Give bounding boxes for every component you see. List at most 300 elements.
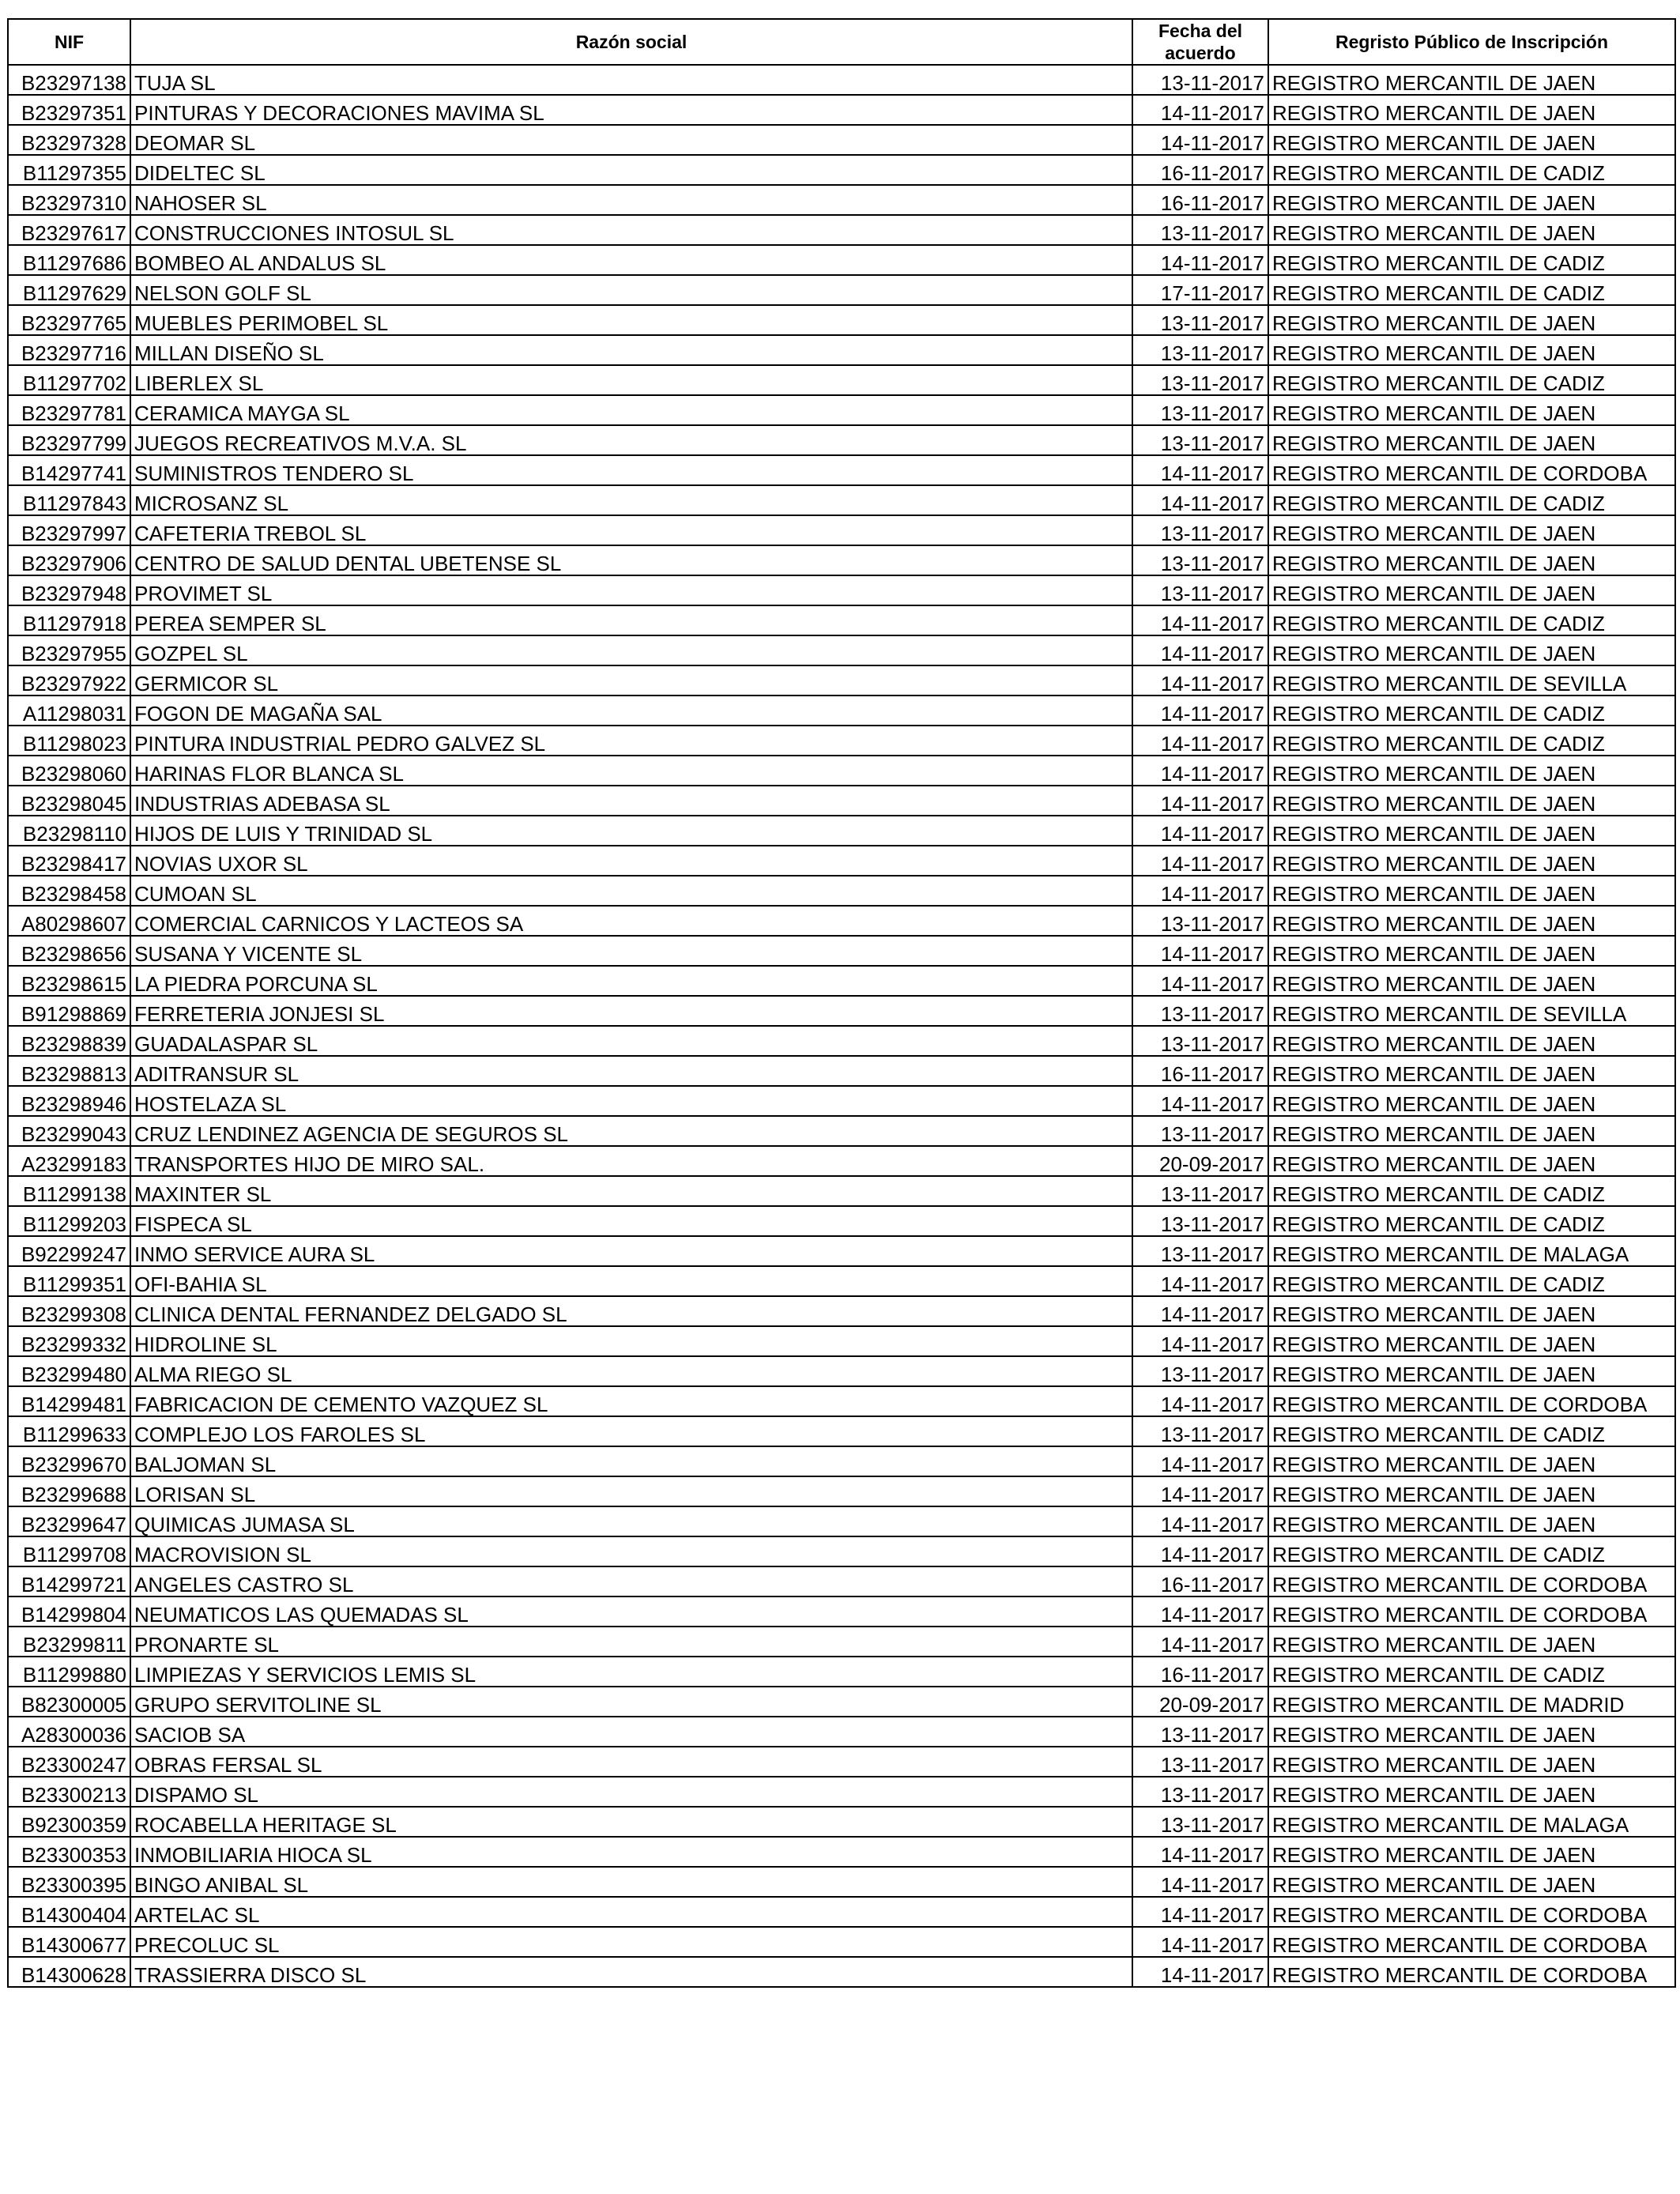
cell-fecha: 13-11-2017 [1132, 305, 1268, 335]
cell-razon-social: HOSTELAZA SL [130, 1086, 1132, 1116]
cell-registro: REGISTRO MERCANTIL DE JAEN [1268, 1296, 1675, 1326]
cell-registro: REGISTRO MERCANTIL DE JAEN [1268, 305, 1675, 335]
cell-registro: REGISTRO MERCANTIL DE JAEN [1268, 936, 1675, 966]
table-row [8, 1386, 1675, 1416]
cell-nif: B23298615 [8, 966, 130, 996]
table-row [8, 395, 1675, 425]
cell-nif: B11299138 [8, 1176, 130, 1206]
table-row [8, 1446, 1675, 1476]
cell-fecha: 16-11-2017 [1132, 185, 1268, 215]
cell-nif: B23299308 [8, 1296, 130, 1326]
cell-razon-social: INDUSTRIAS ADEBASA SL [130, 786, 1132, 816]
cell-registro: REGISTRO MERCANTIL DE JAEN [1268, 1116, 1675, 1146]
table-row [8, 1026, 1675, 1056]
cell-registro: REGISTRO MERCANTIL DE JAEN [1268, 1356, 1675, 1386]
cell-nif: B11299351 [8, 1266, 130, 1296]
table-row [8, 1206, 1675, 1236]
cell-registro: REGISTRO MERCANTIL DE CADIZ [1268, 245, 1675, 275]
header-fecha-acuerdo [1132, 19, 1268, 65]
cell-razon-social: PROVIMET SL [130, 575, 1132, 605]
table-row [8, 786, 1675, 816]
cell-razon-social: NELSON GOLF SL [130, 275, 1132, 305]
cell-razon-social: FISPECA SL [130, 1206, 1132, 1236]
table-row [8, 876, 1675, 906]
table-row [8, 275, 1675, 305]
table-row [8, 155, 1675, 185]
cell-fecha: 13-11-2017 [1132, 1206, 1268, 1236]
cell-nif: B23297328 [8, 125, 130, 155]
cell-registro: REGISTRO MERCANTIL DE CADIZ [1268, 1206, 1675, 1236]
table-row [8, 545, 1675, 575]
cell-nif: B92300359 [8, 1807, 130, 1837]
cell-registro: REGISTRO MERCANTIL DE JAEN [1268, 1747, 1675, 1777]
cell-fecha: 14-11-2017 [1132, 485, 1268, 515]
cell-razon-social: PEREA SEMPER SL [130, 605, 1132, 635]
cell-fecha: 20-09-2017 [1132, 1146, 1268, 1176]
cell-registro: REGISTRO MERCANTIL DE JAEN [1268, 395, 1675, 425]
cell-nif: B11297918 [8, 605, 130, 635]
cell-nif: B23300395 [8, 1867, 130, 1897]
cell-razon-social: ARTELAC SL [130, 1897, 1132, 1927]
cell-razon-social: LORISAN SL [130, 1476, 1132, 1506]
cell-fecha: 14-11-2017 [1132, 1837, 1268, 1867]
cell-razon-social: NEUMATICOS LAS QUEMADAS SL [130, 1596, 1132, 1627]
cell-nif: B23300213 [8, 1777, 130, 1807]
header-registro: Regristo Público de Inscripción [1268, 19, 1675, 65]
table-row [8, 1657, 1675, 1687]
table-row [8, 816, 1675, 846]
cell-razon-social: SACIOB SA [130, 1717, 1132, 1747]
cell-nif: B14299481 [8, 1386, 130, 1416]
cell-registro: REGISTRO MERCANTIL DE JAEN [1268, 545, 1675, 575]
cell-razon-social: ADITRANSUR SL [130, 1056, 1132, 1086]
cell-registro: REGISTRO MERCANTIL DE JAEN [1268, 1056, 1675, 1086]
cell-razon-social: MACROVISION SL [130, 1536, 1132, 1566]
table-row [8, 1176, 1675, 1206]
cell-nif: B23298060 [8, 756, 130, 786]
table-row [8, 1777, 1675, 1807]
cell-nif: B23297948 [8, 575, 130, 605]
cell-nif: B23299043 [8, 1116, 130, 1146]
table-row [8, 1146, 1675, 1176]
cell-nif: B23297799 [8, 425, 130, 455]
cell-registro: REGISTRO MERCANTIL DE JAEN [1268, 1777, 1675, 1807]
cell-registro: REGISTRO MERCANTIL DE CADIZ [1268, 155, 1675, 185]
table-row [8, 1296, 1675, 1326]
cell-fecha: 14-11-2017 [1132, 1867, 1268, 1897]
table-row [8, 65, 1675, 95]
cell-nif: B23298656 [8, 936, 130, 966]
cell-nif: B23299811 [8, 1627, 130, 1657]
cell-nif: B11299708 [8, 1536, 130, 1566]
cell-registro: REGISTRO MERCANTIL DE JAEN [1268, 876, 1675, 906]
cell-fecha: 14-11-2017 [1132, 1897, 1268, 1927]
cell-nif: B23299480 [8, 1356, 130, 1386]
cell-fecha: 13-11-2017 [1132, 215, 1268, 245]
cell-razon-social: NAHOSER SL [130, 185, 1132, 215]
cell-nif: B23298946 [8, 1086, 130, 1116]
document-page [7, 18, 1674, 1988]
cell-nif: B11297686 [8, 245, 130, 275]
cell-razon-social: ROCABELLA HERITAGE SL [130, 1807, 1132, 1837]
cell-razon-social: PINTURAS Y DECORACIONES MAVIMA SL [130, 95, 1132, 125]
cell-nif: B11297355 [8, 155, 130, 185]
table-row [8, 335, 1675, 365]
table-row [8, 485, 1675, 515]
cell-razon-social: SUSANA Y VICENTE SL [130, 936, 1132, 966]
table-row [8, 635, 1675, 665]
cell-fecha: 13-11-2017 [1132, 65, 1268, 95]
cell-registro: REGISTRO MERCANTIL DE JAEN [1268, 215, 1675, 245]
table-row [8, 1476, 1675, 1506]
table-row [8, 1747, 1675, 1777]
cell-razon-social: CERAMICA MAYGA SL [130, 395, 1132, 425]
cell-registro: REGISTRO MERCANTIL DE JAEN [1268, 1506, 1675, 1536]
cell-registro: REGISTRO MERCANTIL DE CADIZ [1268, 605, 1675, 635]
cell-razon-social: COMPLEJO LOS FAROLES SL [130, 1416, 1132, 1446]
cell-nif: B11299203 [8, 1206, 130, 1236]
cell-nif: B14300677 [8, 1927, 130, 1957]
cell-razon-social: QUIMICAS JUMASA SL [130, 1506, 1132, 1536]
cell-razon-social: JUEGOS RECREATIVOS M.V.A. SL [130, 425, 1132, 455]
cell-fecha: 14-11-2017 [1132, 665, 1268, 696]
table-row [8, 605, 1675, 635]
table-row [8, 1957, 1675, 1987]
cell-nif: B23298813 [8, 1056, 130, 1086]
cell-fecha: 14-11-2017 [1132, 605, 1268, 635]
cell-fecha: 14-11-2017 [1132, 966, 1268, 996]
cell-registro: REGISTRO MERCANTIL DE JAEN [1268, 846, 1675, 876]
table-row [8, 996, 1675, 1026]
cell-nif: B14297741 [8, 455, 130, 485]
cell-razon-social: HARINAS FLOR BLANCA SL [130, 756, 1132, 786]
table-row [8, 1086, 1675, 1116]
cell-razon-social: HIJOS DE LUIS Y TRINIDAD SL [130, 816, 1132, 846]
cell-fecha: 13-11-2017 [1132, 1717, 1268, 1747]
cell-registro: REGISTRO MERCANTIL DE CADIZ [1268, 726, 1675, 756]
table-row [8, 1056, 1675, 1086]
cell-fecha: 14-11-2017 [1132, 1627, 1268, 1657]
cell-fecha: 14-11-2017 [1132, 1296, 1268, 1326]
cell-fecha: 13-11-2017 [1132, 1116, 1268, 1146]
table-row [8, 1326, 1675, 1356]
cell-nif: B23298110 [8, 816, 130, 846]
table-row [8, 515, 1675, 545]
cell-nif: B23297906 [8, 545, 130, 575]
cell-fecha: 14-11-2017 [1132, 1266, 1268, 1296]
table-row [8, 1506, 1675, 1536]
cell-registro: REGISTRO MERCANTIL DE JAEN [1268, 816, 1675, 846]
cell-razon-social: GERMICOR SL [130, 665, 1132, 696]
table-row [8, 1867, 1675, 1897]
cell-razon-social: LIBERLEX SL [130, 365, 1132, 395]
cell-fecha: 14-11-2017 [1132, 786, 1268, 816]
cell-razon-social: TRASSIERRA DISCO SL [130, 1957, 1132, 1987]
cell-razon-social: INMO SERVICE AURA SL [130, 1236, 1132, 1266]
cell-nif: B23300353 [8, 1837, 130, 1867]
cell-fecha: 13-11-2017 [1132, 1026, 1268, 1056]
cell-fecha: 14-11-2017 [1132, 1506, 1268, 1536]
cell-razon-social: BINGO ANIBAL SL [130, 1867, 1132, 1897]
cell-razon-social: LA PIEDRA PORCUNA SL [130, 966, 1132, 996]
cell-nif: A28300036 [8, 1717, 130, 1747]
cell-registro: REGISTRO MERCANTIL DE CORDOBA [1268, 1386, 1675, 1416]
table-row [8, 1536, 1675, 1566]
cell-fecha: 13-11-2017 [1132, 1236, 1268, 1266]
cell-fecha: 14-11-2017 [1132, 245, 1268, 275]
table-row [8, 1416, 1675, 1446]
table-row [8, 1266, 1675, 1296]
cell-fecha: 14-11-2017 [1132, 1386, 1268, 1416]
cell-registro: REGISTRO MERCANTIL DE JAEN [1268, 65, 1675, 95]
table-row [8, 1807, 1675, 1837]
cell-fecha: 13-11-2017 [1132, 1416, 1268, 1446]
cell-registro: REGISTRO MERCANTIL DE MALAGA [1268, 1807, 1675, 1837]
cell-razon-social: MICROSANZ SL [130, 485, 1132, 515]
cell-nif: B23297138 [8, 65, 130, 95]
cell-razon-social: TRANSPORTES HIJO DE MIRO SAL. [130, 1146, 1132, 1176]
cell-razon-social: HIDROLINE SL [130, 1326, 1132, 1356]
cell-nif: A11298031 [8, 696, 130, 726]
cell-registro: REGISTRO MERCANTIL DE JAEN [1268, 1446, 1675, 1476]
cell-nif: B23299670 [8, 1446, 130, 1476]
cell-nif: B14299721 [8, 1566, 130, 1596]
cell-razon-social: CRUZ LENDINEZ AGENCIA DE SEGUROS SL [130, 1116, 1132, 1146]
cell-fecha: 13-11-2017 [1132, 996, 1268, 1026]
table-row [8, 215, 1675, 245]
header-fecha-line1: Fecha del [1158, 21, 1243, 41]
table-row [8, 245, 1675, 275]
table-row [8, 455, 1675, 485]
cell-razon-social: MUEBLES PERIMOBEL SL [130, 305, 1132, 335]
cell-razon-social: FERRETERIA JONJESI SL [130, 996, 1132, 1026]
cell-nif: B11297843 [8, 485, 130, 515]
table-row [8, 1596, 1675, 1627]
cell-registro: REGISTRO MERCANTIL DE CADIZ [1268, 1536, 1675, 1566]
table-row [8, 906, 1675, 936]
cell-nif: B23297765 [8, 305, 130, 335]
table-row [8, 365, 1675, 395]
cell-registro: REGISTRO MERCANTIL DE CORDOBA [1268, 1927, 1675, 1957]
cell-razon-social: PINTURA INDUSTRIAL PEDRO GALVEZ SL [130, 726, 1132, 756]
cell-registro: REGISTRO MERCANTIL DE CADIZ [1268, 275, 1675, 305]
cell-nif: B23300247 [8, 1747, 130, 1777]
cell-registro: REGISTRO MERCANTIL DE MALAGA [1268, 1236, 1675, 1266]
cell-registro: REGISTRO MERCANTIL DE JAEN [1268, 1837, 1675, 1867]
cell-fecha: 14-11-2017 [1132, 1957, 1268, 1987]
cell-registro: REGISTRO MERCANTIL DE JAEN [1268, 125, 1675, 155]
table-row [8, 1356, 1675, 1386]
cell-razon-social: OFI-BAHIA SL [130, 1266, 1132, 1296]
cell-razon-social: DISPAMO SL [130, 1777, 1132, 1807]
cell-nif: B11299633 [8, 1416, 130, 1446]
cell-fecha: 14-11-2017 [1132, 936, 1268, 966]
cell-razon-social: CUMOAN SL [130, 876, 1132, 906]
cell-registro: REGISTRO MERCANTIL DE JAEN [1268, 1476, 1675, 1506]
cell-nif: B23297617 [8, 215, 130, 245]
table-row [8, 1627, 1675, 1657]
cell-razon-social: CLINICA DENTAL FERNANDEZ DELGADO SL [130, 1296, 1132, 1326]
cell-nif: A23299183 [8, 1146, 130, 1176]
table-row [8, 966, 1675, 996]
cell-nif: B23298839 [8, 1026, 130, 1056]
cell-fecha: 16-11-2017 [1132, 1566, 1268, 1596]
cell-razon-social: CONSTRUCCIONES INTOSUL SL [130, 215, 1132, 245]
cell-nif: B23297997 [8, 515, 130, 545]
cell-registro: REGISTRO MERCANTIL DE MADRID [1268, 1687, 1675, 1717]
table-body [8, 65, 1675, 1987]
cell-razon-social: FABRICACION DE CEMENTO VAZQUEZ SL [130, 1386, 1132, 1416]
cell-razon-social: GOZPEL SL [130, 635, 1132, 665]
cell-razon-social: GRUPO SERVITOLINE SL [130, 1687, 1132, 1717]
cell-fecha: 13-11-2017 [1132, 335, 1268, 365]
cell-fecha: 14-11-2017 [1132, 846, 1268, 876]
cell-fecha: 14-11-2017 [1132, 125, 1268, 155]
header-row [8, 19, 1675, 65]
cell-razon-social: SUMINISTROS TENDERO SL [130, 455, 1132, 485]
cell-razon-social: OBRAS FERSAL SL [130, 1747, 1132, 1777]
cell-registro: REGISTRO MERCANTIL DE JAEN [1268, 786, 1675, 816]
cell-fecha: 13-11-2017 [1132, 1777, 1268, 1807]
cell-fecha: 14-11-2017 [1132, 1476, 1268, 1506]
cell-nif: B92299247 [8, 1236, 130, 1266]
cell-razon-social: DIDELTEC SL [130, 155, 1132, 185]
table-row [8, 1927, 1675, 1957]
cell-registro: REGISTRO MERCANTIL DE CORDOBA [1268, 1897, 1675, 1927]
table-row [8, 1897, 1675, 1927]
table-row [8, 756, 1675, 786]
cell-registro: REGISTRO MERCANTIL DE JAEN [1268, 1086, 1675, 1116]
cell-fecha: 14-11-2017 [1132, 455, 1268, 485]
cell-nif: B14300404 [8, 1897, 130, 1927]
cell-registro: REGISTRO MERCANTIL DE CADIZ [1268, 1416, 1675, 1446]
cell-registro: REGISTRO MERCANTIL DE CADIZ [1268, 485, 1675, 515]
cell-razon-social: DEOMAR SL [130, 125, 1132, 155]
cell-registro: REGISTRO MERCANTIL DE SEVILLA [1268, 665, 1675, 696]
cell-nif: B14300628 [8, 1957, 130, 1987]
table-row [8, 425, 1675, 455]
cell-registro: REGISTRO MERCANTIL DE JAEN [1268, 515, 1675, 545]
cell-nif: B23299688 [8, 1476, 130, 1506]
table-row [8, 726, 1675, 756]
cell-fecha: 13-11-2017 [1132, 1807, 1268, 1837]
cell-fecha: 14-11-2017 [1132, 816, 1268, 846]
table-row [8, 1236, 1675, 1266]
cell-razon-social: INMOBILIARIA HIOCA SL [130, 1837, 1132, 1867]
cell-fecha: 14-11-2017 [1132, 95, 1268, 125]
cell-nif: B11298023 [8, 726, 130, 756]
cell-nif: B14299804 [8, 1596, 130, 1627]
cell-razon-social: ALMA RIEGO SL [130, 1356, 1132, 1386]
cell-fecha: 14-11-2017 [1132, 696, 1268, 726]
cell-nif: B11297629 [8, 275, 130, 305]
cell-registro: REGISTRO MERCANTIL DE JAEN [1268, 635, 1675, 665]
cell-nif: B23297781 [8, 395, 130, 425]
cell-fecha: 14-11-2017 [1132, 1927, 1268, 1957]
header-fecha-line2: acuerdo [1165, 43, 1236, 63]
cell-razon-social: BOMBEO AL ANDALUS SL [130, 245, 1132, 275]
cell-fecha: 13-11-2017 [1132, 906, 1268, 936]
cell-fecha: 13-11-2017 [1132, 425, 1268, 455]
table-row [8, 95, 1675, 125]
cell-fecha: 16-11-2017 [1132, 155, 1268, 185]
cell-registro: REGISTRO MERCANTIL DE CADIZ [1268, 1266, 1675, 1296]
cell-fecha: 13-11-2017 [1132, 1176, 1268, 1206]
cell-razon-social: MILLAN DISEÑO SL [130, 335, 1132, 365]
table-row [8, 936, 1675, 966]
cell-fecha: 13-11-2017 [1132, 395, 1268, 425]
cell-registro: REGISTRO MERCANTIL DE JAEN [1268, 1026, 1675, 1056]
cell-fecha: 14-11-2017 [1132, 726, 1268, 756]
table-row [8, 846, 1675, 876]
cell-registro: REGISTRO MERCANTIL DE CORDOBA [1268, 455, 1675, 485]
cell-fecha: 13-11-2017 [1132, 1356, 1268, 1386]
cell-fecha: 14-11-2017 [1132, 1326, 1268, 1356]
cell-registro: REGISTRO MERCANTIL DE SEVILLA [1268, 996, 1675, 1026]
cell-nif: A80298607 [8, 906, 130, 936]
cell-fecha: 14-11-2017 [1132, 1446, 1268, 1476]
cell-nif: B23298045 [8, 786, 130, 816]
table-row [8, 305, 1675, 335]
cell-registro: REGISTRO MERCANTIL DE CORDOBA [1268, 1596, 1675, 1627]
cell-fecha: 13-11-2017 [1132, 575, 1268, 605]
cell-razon-social: NOVIAS UXOR SL [130, 846, 1132, 876]
cell-nif: B23297922 [8, 665, 130, 696]
cell-registro: REGISTRO MERCANTIL DE JAEN [1268, 906, 1675, 936]
cell-fecha: 13-11-2017 [1132, 1747, 1268, 1777]
cell-registro: REGISTRO MERCANTIL DE JAEN [1268, 335, 1675, 365]
registry-table [7, 18, 1676, 1988]
cell-fecha: 16-11-2017 [1132, 1657, 1268, 1687]
cell-registro: REGISTRO MERCANTIL DE CORDOBA [1268, 1957, 1675, 1987]
cell-fecha: 16-11-2017 [1132, 1056, 1268, 1086]
cell-registro: REGISTRO MERCANTIL DE JAEN [1268, 1146, 1675, 1176]
cell-registro: REGISTRO MERCANTIL DE JAEN [1268, 756, 1675, 786]
cell-razon-social: BALJOMAN SL [130, 1446, 1132, 1476]
table-row [8, 665, 1675, 696]
cell-razon-social: GUADALASPAR SL [130, 1026, 1132, 1056]
cell-razon-social: MAXINTER SL [130, 1176, 1132, 1206]
cell-razon-social: TUJA SL [130, 65, 1132, 95]
cell-registro: REGISTRO MERCANTIL DE JAEN [1268, 1326, 1675, 1356]
table-row [8, 1837, 1675, 1867]
cell-fecha: 14-11-2017 [1132, 1086, 1268, 1116]
cell-fecha: 14-11-2017 [1132, 876, 1268, 906]
table-row [8, 185, 1675, 215]
cell-nif: B23299647 [8, 1506, 130, 1536]
cell-fecha: 14-11-2017 [1132, 756, 1268, 786]
cell-registro: REGISTRO MERCANTIL DE JAEN [1268, 1717, 1675, 1747]
header-nif: NIF [8, 19, 130, 65]
cell-nif: B11299880 [8, 1657, 130, 1687]
cell-fecha: 13-11-2017 [1132, 515, 1268, 545]
cell-razon-social: LIMPIEZAS Y SERVICIOS LEMIS SL [130, 1657, 1132, 1687]
cell-nif: B23298417 [8, 846, 130, 876]
cell-nif: B23299332 [8, 1326, 130, 1356]
table-row [8, 575, 1675, 605]
cell-nif: B23297716 [8, 335, 130, 365]
cell-fecha: 14-11-2017 [1132, 1536, 1268, 1566]
cell-registro: REGISTRO MERCANTIL DE JAEN [1268, 185, 1675, 215]
cell-registro: REGISTRO MERCANTIL DE CADIZ [1268, 696, 1675, 726]
cell-razon-social: CAFETERIA TREBOL SL [130, 515, 1132, 545]
cell-fecha: 13-11-2017 [1132, 365, 1268, 395]
cell-nif: B23297351 [8, 95, 130, 125]
cell-razon-social: COMERCIAL CARNICOS Y LACTEOS SA [130, 906, 1132, 936]
cell-nif: B23297955 [8, 635, 130, 665]
cell-registro: REGISTRO MERCANTIL DE JAEN [1268, 425, 1675, 455]
cell-fecha: 14-11-2017 [1132, 635, 1268, 665]
